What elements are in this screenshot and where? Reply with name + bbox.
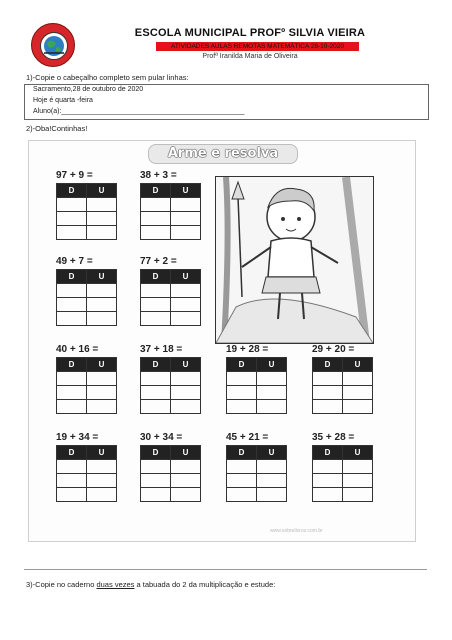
column-u-label: U: [343, 358, 373, 372]
answer-cell[interactable]: [141, 372, 171, 386]
answer-cell[interactable]: [57, 400, 87, 414]
column-d-label: D: [313, 446, 343, 460]
answer-cell[interactable]: [343, 474, 373, 488]
answer-cell[interactable]: [141, 198, 171, 212]
answer-cell[interactable]: [87, 488, 117, 502]
worksheet-source-mark: www.sobrelivros.com.br: [270, 528, 323, 534]
answer-cell[interactable]: [227, 372, 257, 386]
column-d-label: D: [57, 184, 87, 198]
answer-grid: [140, 357, 201, 414]
problem-operation: 30 + 34 =: [140, 432, 183, 443]
column-u-label: U: [171, 184, 201, 198]
addition-problem: [312, 432, 373, 502]
answer-cell[interactable]: [57, 474, 87, 488]
column-u-label: U: [171, 270, 201, 284]
answer-cell[interactable]: [171, 212, 201, 226]
problem-operation: 77 + 2 =: [140, 256, 177, 267]
answer-cell[interactable]: [141, 212, 171, 226]
answer-cell[interactable]: [313, 474, 343, 488]
answer-cell[interactable]: [57, 488, 87, 502]
answer-cell[interactable]: [227, 474, 257, 488]
answer-cell[interactable]: [171, 386, 201, 400]
answer-cell[interactable]: [313, 386, 343, 400]
child-illustration: [215, 176, 374, 344]
answer-cell[interactable]: [171, 198, 201, 212]
heading-line-2: Hoje é quarta -feira: [33, 97, 93, 104]
question-3-underlined: duas vezes: [96, 580, 135, 589]
answer-cell[interactable]: [141, 386, 171, 400]
answer-cell[interactable]: [227, 386, 257, 400]
answer-cell[interactable]: [87, 460, 117, 474]
problem-operation: 45 + 21 =: [226, 432, 269, 443]
answer-cell[interactable]: [57, 212, 87, 226]
answer-cell[interactable]: [87, 226, 117, 240]
answer-grid: [56, 269, 117, 326]
globe-icon: [40, 32, 68, 60]
answer-grid: [226, 357, 287, 414]
school-name: ESCOLA MUNICIPAL PROFº SILVIA VIEIRA: [134, 27, 366, 39]
question-3: [26, 580, 275, 589]
answer-cell[interactable]: [227, 460, 257, 474]
column-d-label: D: [57, 446, 87, 460]
answer-cell[interactable]: [141, 400, 171, 414]
column-d-label: D: [57, 270, 87, 284]
answer-grid: [140, 445, 201, 502]
heading-line-1: Sacramento,28 de outubro de 2020: [33, 86, 144, 93]
answer-cell[interactable]: [141, 488, 171, 502]
problem-operation: 29 + 20 =: [312, 344, 355, 355]
answer-cell[interactable]: [87, 386, 117, 400]
answer-grid: [56, 183, 117, 240]
school-logo: [31, 23, 75, 67]
answer-cell[interactable]: [57, 284, 87, 298]
answer-cell[interactable]: [343, 488, 373, 502]
column-d-label: D: [141, 184, 171, 198]
problem-operation: 19 + 28 =: [226, 344, 269, 355]
answer-grid: [312, 357, 373, 414]
answer-cell[interactable]: [313, 400, 343, 414]
column-u-label: U: [257, 358, 287, 372]
addition-problem: [56, 256, 117, 326]
answer-cell[interactable]: [87, 372, 117, 386]
answer-cell[interactable]: [141, 226, 171, 240]
answer-cell[interactable]: [141, 312, 171, 326]
addition-problem: [140, 256, 201, 326]
answer-cell[interactable]: [257, 488, 287, 502]
column-d-label: D: [313, 358, 343, 372]
answer-cell[interactable]: [171, 226, 201, 240]
addition-problem: [312, 344, 373, 414]
answer-cell[interactable]: [87, 284, 117, 298]
answer-cell[interactable]: [87, 198, 117, 212]
problem-operation: 37 + 18 =: [140, 344, 183, 355]
column-u-label: U: [171, 358, 201, 372]
column-d-label: D: [141, 446, 171, 460]
answer-cell[interactable]: [343, 372, 373, 386]
answer-cell[interactable]: [141, 284, 171, 298]
answer-cell[interactable]: [87, 212, 117, 226]
answer-cell[interactable]: [57, 198, 87, 212]
answer-cell[interactable]: [257, 400, 287, 414]
addition-problem: [140, 170, 201, 240]
answer-cell[interactable]: [313, 488, 343, 502]
answer-cell[interactable]: [57, 386, 87, 400]
column-u-label: U: [257, 446, 287, 460]
heading-box: [24, 84, 429, 120]
answer-cell[interactable]: [57, 372, 87, 386]
answer-cell[interactable]: [141, 474, 171, 488]
answer-grid: [56, 445, 117, 502]
answer-cell[interactable]: [87, 400, 117, 414]
column-u-label: U: [343, 446, 373, 460]
answer-cell[interactable]: [171, 312, 201, 326]
answer-cell[interactable]: [57, 460, 87, 474]
addition-problem: [226, 432, 287, 502]
answer-cell[interactable]: [343, 400, 373, 414]
answer-cell[interactable]: [343, 386, 373, 400]
teacher-name: Profª Iranilda Maria de Oliveira: [202, 53, 298, 60]
question-1: 1)-Copie o cabeçalho completo sem pular linhas:: [26, 73, 189, 82]
question-3-suffix: a tabuada do 2 da multiplicação e estude:: [134, 580, 276, 589]
answer-grid: [226, 445, 287, 502]
answer-cell[interactable]: [87, 312, 117, 326]
addition-problem: [56, 170, 117, 240]
problem-operation: 49 + 7 =: [56, 256, 93, 267]
answer-cell[interactable]: [313, 372, 343, 386]
answer-cell[interactable]: [343, 460, 373, 474]
answer-cell[interactable]: [313, 460, 343, 474]
question-2: 2)-Oba!Continhas!: [26, 124, 88, 133]
answer-cell[interactable]: [171, 474, 201, 488]
column-d-label: D: [141, 358, 171, 372]
answer-cell[interactable]: [171, 400, 201, 414]
answer-cell[interactable]: [227, 488, 257, 502]
problem-operation: 38 + 3 =: [140, 170, 177, 181]
answer-cell[interactable]: [87, 298, 117, 312]
answer-cell[interactable]: [257, 372, 287, 386]
column-d-label: D: [227, 358, 257, 372]
problem-operation: 97 + 9 =: [56, 170, 93, 181]
worksheet-title: Arme e resolva: [148, 144, 298, 164]
answer-cell[interactable]: [171, 284, 201, 298]
column-u-label: U: [87, 270, 117, 284]
column-d-label: D: [57, 358, 87, 372]
answer-cell[interactable]: [57, 312, 87, 326]
addition-problem: [56, 432, 117, 502]
answer-cell[interactable]: [171, 372, 201, 386]
addition-problem: [56, 344, 117, 414]
column-u-label: U: [87, 446, 117, 460]
answer-cell[interactable]: [87, 474, 117, 488]
column-u-label: U: [171, 446, 201, 460]
addition-problem: [140, 344, 201, 414]
answer-cell[interactable]: [171, 488, 201, 502]
column-u-label: U: [87, 358, 117, 372]
heading-line-3: Aluno(a):_______________________________________________: [33, 108, 245, 115]
answer-cell[interactable]: [227, 400, 257, 414]
answer-grid: [56, 357, 117, 414]
problem-operation: 35 + 28 =: [312, 432, 355, 443]
problem-operation: 19 + 34 =: [56, 432, 99, 443]
answer-cell[interactable]: [257, 474, 287, 488]
problem-operation: 40 + 16 =: [56, 344, 99, 355]
column-d-label: D: [141, 270, 171, 284]
column-u-label: U: [87, 184, 117, 198]
answer-grid: [140, 269, 201, 326]
answer-cell[interactable]: [141, 298, 171, 312]
divider-line: [24, 569, 427, 570]
addition-problem: [226, 344, 287, 414]
column-d-label: D: [227, 446, 257, 460]
answer-grid: [312, 445, 373, 502]
question-3-prefix: 3)-Copie no caderno: [26, 580, 97, 589]
answer-cell[interactable]: [171, 298, 201, 312]
answer-cell[interactable]: [57, 298, 87, 312]
answer-cell[interactable]: [171, 460, 201, 474]
answer-cell[interactable]: [141, 460, 171, 474]
activity-subtitle: ATIVIDADES AULAS REMOTAS MATEMÁTICA 28-10-2020: [156, 42, 359, 51]
answer-grid: [140, 183, 201, 240]
answer-cell[interactable]: [57, 226, 87, 240]
answer-cell[interactable]: [257, 386, 287, 400]
answer-cell[interactable]: [257, 460, 287, 474]
addition-problem: [140, 432, 201, 502]
